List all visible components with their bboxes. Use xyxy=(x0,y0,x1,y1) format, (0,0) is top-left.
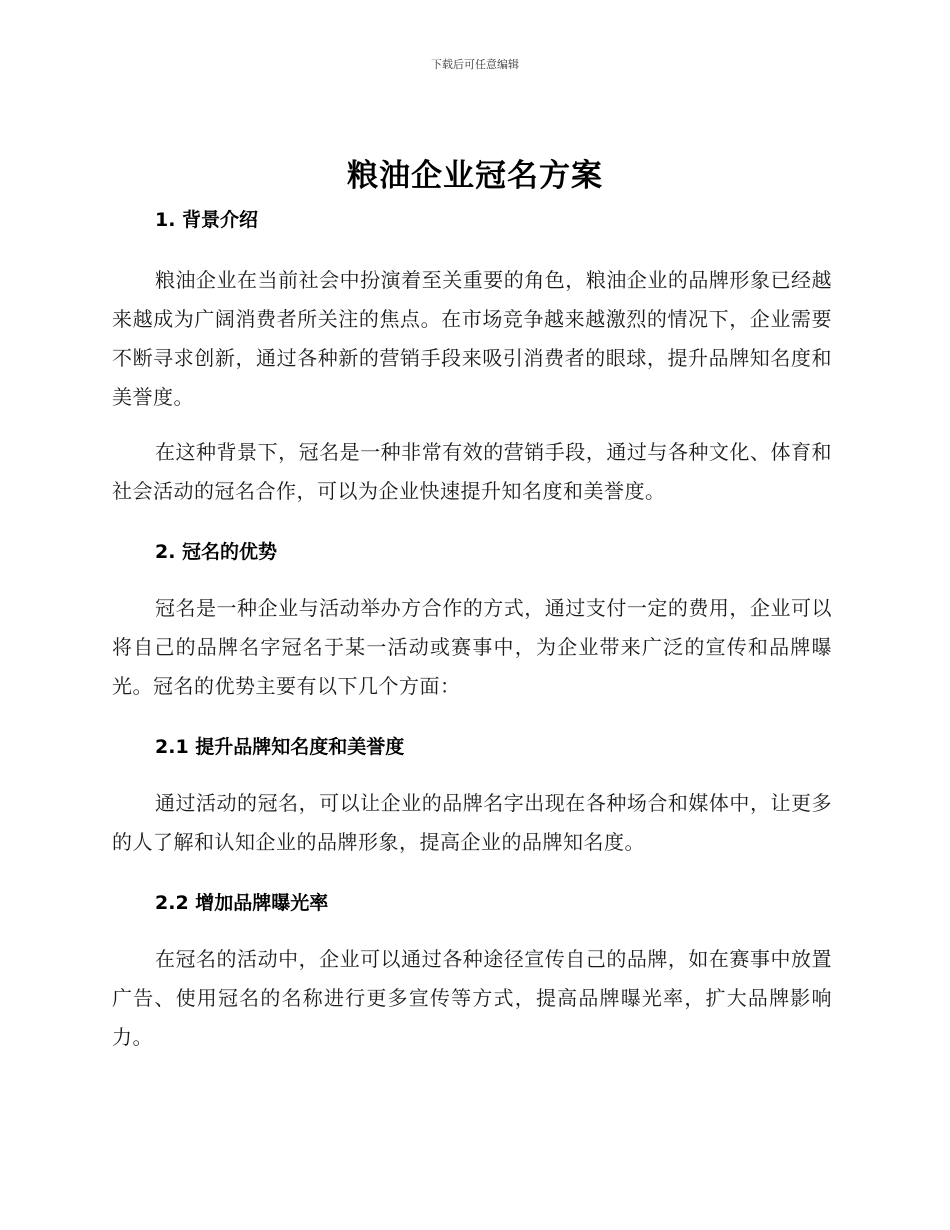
document-title: 粮油企业冠名方案 xyxy=(347,158,603,194)
subsection-heading-brand-awareness: 2.1 提升品牌知名度和美誉度 xyxy=(155,736,405,758)
subsection-heading-brand-exposure: 2.2 增加品牌曝光率 xyxy=(155,892,329,914)
page-header-note: 下载后可任意编辑 xyxy=(431,58,519,71)
paragraph-background-1: 粮油企业在当前社会中扮演着至关重要的角色，粮油企业的品牌形象已经越来越成为广阔消费者所关注的焦点。在市场竞争越来越激烈的情况下，企业需要不断寻求创新，通过各种新的营销手段来吸引消费者的眼球，提升品牌知名度和美誉度。 xyxy=(112,268,832,409)
paragraph-background-2: 在这种背景下，冠名是一种非常有效的营销手段，通过与各种文化、体育和社会活动的冠名合作，可以为企业快速提升知名度和美誉度。 xyxy=(112,440,832,503)
paragraph-advantages: 冠名是一种企业与活动举办方合作的方式，通过支付一定的费用，企业可以将自己的品牌名字冠名于某一活动或赛事中，为企业带来广泛的宣传和品牌曝光。冠名的优势主要有以下几个方面： xyxy=(112,596,832,698)
document-body xyxy=(112,205,832,1057)
paragraph-brand-exposure: 在冠名的活动中，企业可以通过各种途径宣传自己的品牌，如在赛事中放置广告、使用冠名的名称进行更多宣传等方式，提高品牌曝光率，扩大品牌影响力。 xyxy=(112,947,832,1049)
paragraph-brand-awareness: 通过活动的冠名，可以让企业的品牌名字出现在各种场合和媒体中，让更多的人了解和认知企业的品牌形象，提高企业的品牌知名度。 xyxy=(112,791,832,854)
section-heading-advantages: 2. 冠名的优势 xyxy=(155,541,278,563)
section-heading-background: 1. 背景介绍 xyxy=(155,209,259,231)
